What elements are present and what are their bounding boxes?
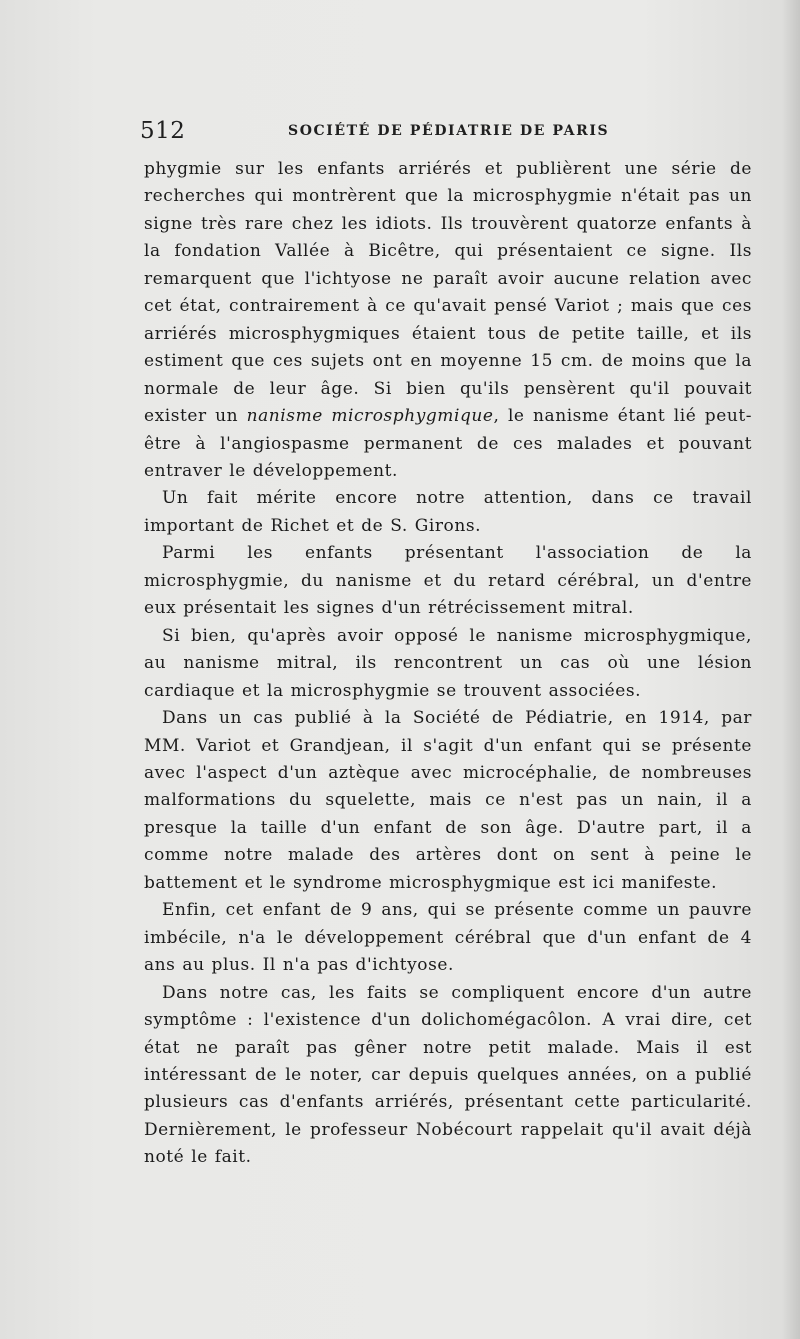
running-title: SOCIÉTÉ DE PÉDIATRIE DE PARIS xyxy=(288,123,610,139)
paragraph-7: Dans notre cas, les faits se compliquent encore d'un autre symptôme : l'existence d'un dolichomégacôlon. A vrai dire, cet état ne paraît pas gêner notre petit malade. Mais il est intéressant de le noter, car depuis quelques années, on a publié plusieurs cas d'enfants arriérés, présentant cette particularité. Dernièrement, le professeur Nobécourt rappelait qu'il avait déjà noté le fait. xyxy=(144,982,752,1168)
paragraph-1-end: , le nanisme étant lié peut-être à l'angiospasme permanent de ces malades et pouvant entraver le développement. xyxy=(144,406,753,481)
paragraph-3: Parmi les enfants présentant l'association de la microsphygmie, du nanisme et du retard cérébral, un d'entre eux présentait les signes d'un rétrécissement mitral. xyxy=(144,543,752,619)
page-header xyxy=(140,118,752,146)
paragraph-4: Si bien, qu'après avoir opposé le nanisme microsphygmique, au nanisme mitral, ils rencontrent un cas où une lésion cardiaque et la microsphygmie se trouvent associées. xyxy=(144,625,752,701)
paragraph-1-start: phygmie sur les enfants arriérés et publièrent une série de recherches qui montrèrent que la microsphygmie n'était pas un signe très rare chez les idiots. Ils trouvèrent quatorze enfants à la fondation Vallée à Bicêtre, qui présentaient ce signe. Ils remarquent que l'ichtyose ne paraît avoir aucune relation avec cet état, contrairement à ce qu'avait pensé Variot ; mais que ces arriérés microsphygmiques étaient tous de petite taille, et ils estiment que ces sujets ont en moyenne 15 cm. de moins que la normale de leur âge. Si bien qu'ils pensèrent qu'il pouvait exister un xyxy=(144,159,752,427)
paragraph-2: Un fait mérite encore notre attention, dans ce travail important de Richet et de S. Girons. xyxy=(144,488,752,536)
body-text xyxy=(144,156,752,1172)
page-edge-shadow xyxy=(782,0,800,1339)
paragraph-6: Enfin, cet enfant de 9 ans, qui se présente comme un pauvre imbécile, n'a le développement cérébral que d'un enfant de 4 ans au plus. Il n'a pas d'ichtyose. xyxy=(144,900,752,976)
paragraph-5: Dans un cas publié à la Société de Pédiatrie, en 1914, par MM. Variot et Grandjean, il s'agit d'un enfant qui se présente avec l'aspect d'un aztèque avec microcéphalie, de nombreuses malformations du squelette, mais ce n'est pas un nain, il a presque la taille d'un enfant de son âge. D'autre part, il a comme notre malade des artères dont on sent à peine le battement et le syndrome microsphygmique est ici manifeste. xyxy=(144,708,752,893)
page-number: 512 xyxy=(140,118,186,144)
italic-term: nanisme microsphygmique xyxy=(246,406,494,427)
paragraph-1 xyxy=(144,156,752,485)
